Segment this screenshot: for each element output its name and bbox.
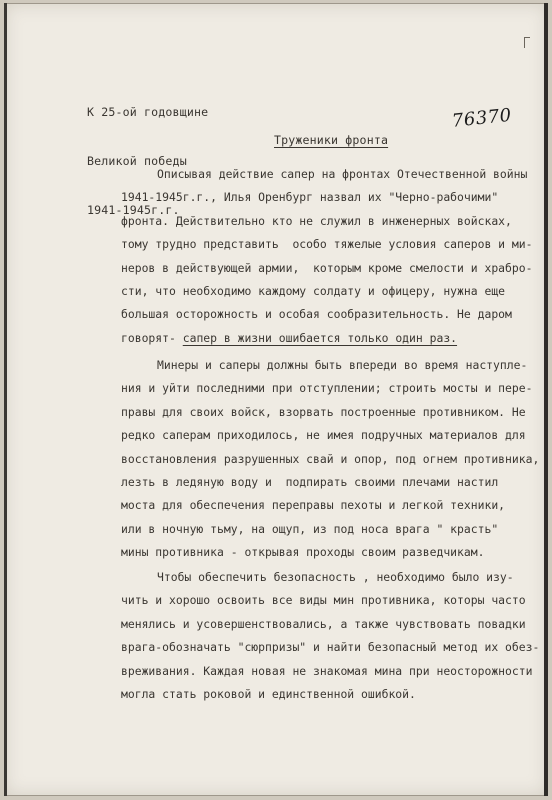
text-line: восстановления разрушенных свай и опор, под огнем противника, bbox=[121, 451, 540, 466]
document-title: Труженики фронта bbox=[274, 133, 389, 147]
text-line: могла стать роковой и единственной ошибкой. bbox=[121, 686, 416, 701]
text-line: 1941-1945г.г., Илья Оренбург назвал их "Черно-рабочими" bbox=[121, 190, 499, 205]
text-line: Чтобы обеспечить безопасность , необходимо было изу- bbox=[157, 570, 514, 584]
text-line: моста для обеспечения переправы пехоты и легкой техники, bbox=[121, 498, 506, 513]
text-line: чить и хорошо освоить все виды мин противника, которы часто bbox=[121, 593, 526, 608]
text-line: или в ночную тьму, на ощуп, из под носа врага " красть" bbox=[121, 521, 499, 536]
header-line: К 25-ой годовщине bbox=[87, 105, 209, 119]
text-line: тому трудно представить особо тяжелые условия саперов и ми- bbox=[121, 237, 533, 252]
paragraph-3 bbox=[121, 566, 541, 706]
text-line: мины противника - открывая проходы своим разведчикам. bbox=[121, 545, 485, 560]
text-line: фронта. Действительно кто не служил в инженерных войсках, bbox=[121, 213, 512, 228]
text-line: вреживания. Каждая новая не знакомая мина при неосторожности bbox=[121, 663, 533, 678]
text-line: Описывая действие сапер на фронтах Отечественной войны bbox=[157, 167, 528, 181]
scan-edge-right bbox=[544, 3, 548, 796]
text-line: лезть в ледяную воду и подпирать своими плечами настил bbox=[121, 474, 499, 489]
text-line: большая осторожность и особая сообразительность. Не даром bbox=[121, 307, 512, 322]
header-line: Великой победы bbox=[87, 154, 187, 168]
paragraph-1 bbox=[121, 163, 541, 350]
text-line: врага-обозначать "сюрпризы" и найти безопасный метод их обез- bbox=[121, 640, 540, 655]
text-line: Минеры и саперы должны быть впереди во время наступле- bbox=[157, 358, 528, 372]
text-line: сти, что необходимо каждому солдату и офицеру, нужна еще bbox=[121, 283, 506, 298]
text-line: неров в действующей армии, которым кроме смелости и храбро- bbox=[121, 260, 533, 275]
scan-edge-left bbox=[4, 3, 7, 796]
corner-mark bbox=[524, 37, 530, 48]
document-page bbox=[4, 3, 548, 796]
text-line-underlined: говорят- сапер в жизни ошибается только один раз. bbox=[121, 330, 458, 345]
archive-number-handwritten: 76370 bbox=[451, 104, 513, 132]
paragraph-2 bbox=[121, 354, 541, 565]
text-line: ния и уйти последними при отступлении; строить мосты и пере- bbox=[121, 381, 533, 396]
underlined-phrase: сапер в жизни ошибается только один раз. bbox=[182, 330, 458, 345]
text-line: правы для своих войск, взорвать построенные противником. Не bbox=[121, 404, 526, 419]
header-line: 1941-1945г.г. bbox=[87, 203, 180, 217]
text-line: менялись и усовершенствовались, а также чувствовать повадки bbox=[121, 616, 526, 631]
text-line: редко саперам приходилось, не имея подручных материалов для bbox=[121, 428, 526, 443]
